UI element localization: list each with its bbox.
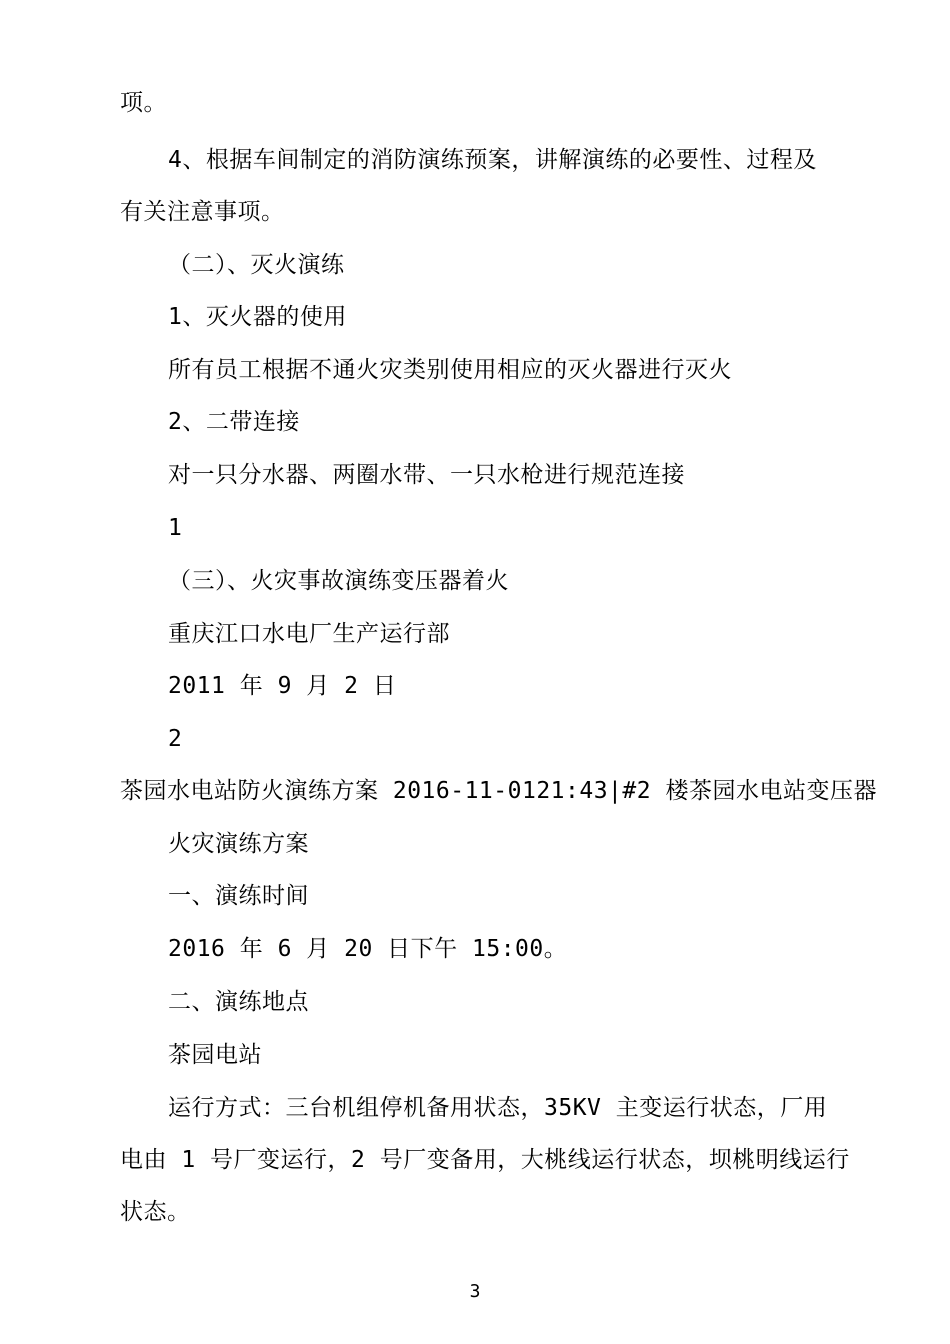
text-line: 重庆江口水电厂生产运行部 <box>168 621 450 647</box>
section-heading: （三）、火灾事故演练变压器着火 <box>168 568 509 594</box>
text-line: 状态。 <box>120 1199 191 1225</box>
date-line: 2011 年 9 月 2 日 <box>168 673 397 699</box>
text-line: 1、灭火器的使用 <box>168 304 347 330</box>
text-line: 对一只分水器、两圈水带、一只水枪进行规范连接 <box>168 462 685 488</box>
text-line: 项。 <box>120 90 167 116</box>
page-number: 3 <box>469 1281 481 1302</box>
text-line: 所有员工根据不通火灾类别使用相应的灭火器进行灭火 <box>168 357 732 383</box>
section-heading: （二）、灭火演练 <box>168 252 345 278</box>
section-heading: 二、演练地点 <box>168 989 309 1015</box>
text-line: 1 <box>168 515 183 541</box>
text-line: 运行方式：三台机组停机备用状态，35KV 主变运行状态，厂用 <box>168 1095 828 1121</box>
document-title-continued: 火灾演练方案 <box>168 831 309 857</box>
section-heading: 一、演练时间 <box>168 883 309 909</box>
text-line: 茶园电站 <box>168 1042 262 1068</box>
text-line: 4、根据车间制定的消防演练预案，讲解演练的必要性、过程及 <box>168 147 817 173</box>
text-line: 2 <box>168 726 183 752</box>
text-line: 有关注意事项。 <box>120 199 285 225</box>
text-line: 2、二带连接 <box>168 409 300 435</box>
text-line: 电由 1 号厂变运行，2 号厂变备用，大桃线运行状态，坝桃明线运行 <box>120 1147 850 1173</box>
document-title: 茶园水电站防火演练方案 2016-11-0121:43|#2 楼茶园水电站变压器 <box>120 778 877 804</box>
date-line: 2016 年 6 月 20 日下午 15:00。 <box>168 936 568 962</box>
